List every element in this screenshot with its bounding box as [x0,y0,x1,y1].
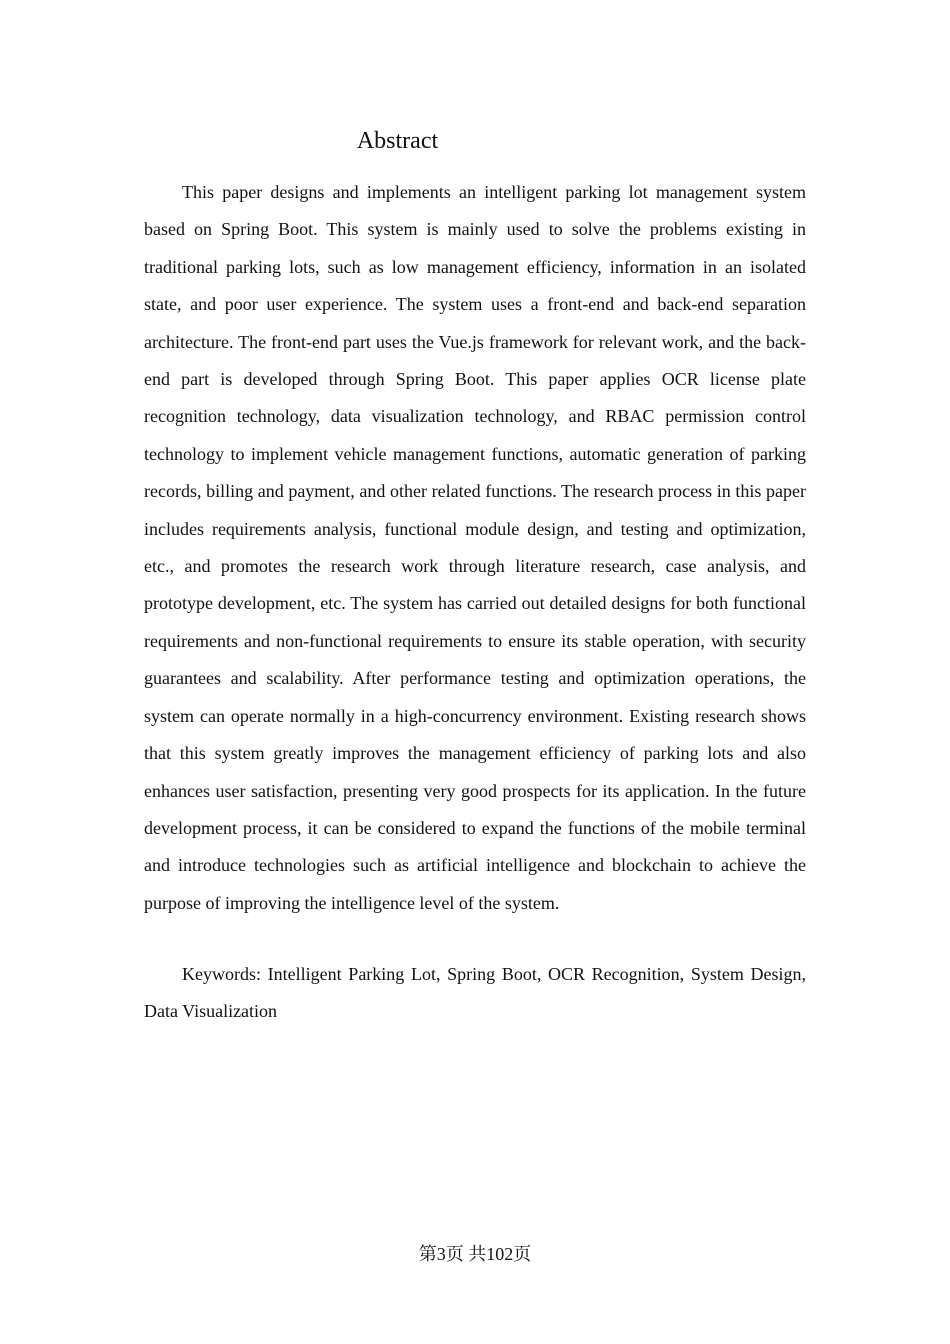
page-title: Abstract [356,128,439,154]
page-number-footer: 第3页 共102页 [418,1244,532,1264]
abstract-body: This paper designs and implements an intelligent parking lot management system based on Spring Boot. This system is mainly used to solve the problems existing in traditional parking lots, such as low management efficiency, information in an isolated state, and poor user experience. The system uses a front-end and back-end separation architecture. The front-end part uses the Vue.js framework for relevant work, and the back-end part is developed through Spring Boot. This paper applies OCR license plate recognition technology, data visualization technology, and RBAC permission control technology to implement vehicle management functions, automatic generation of parking records, billing and payment, and other related functions. The research process in this paper includes requirements analysis, functional module design, and testing and optimization, etc., and promotes the research work through literature research, case analysis, and prototype development, etc. The system has carried out detailed designs for both functional requirements and non-functional requirements to ensure its stable operation, with security guarantees and scalability. After performance testing and optimization operations, the system can operate normally in a high-concurrency environment. Existing research shows that this system greatly improves the management efficiency of parking lots and also enhances user satisfaction, presenting very good prospects for its application. In the future development process, it can be considered to expand the functions of the mobile terminal and introduce technologies such as artificial intelligence and blockchain to achieve the purpose of improving the intelligence level of the system. [144,182,806,913]
keywords-paragraph: Keywords: Intelligent Parking Lot, Spring Boot, OCR Recognition, System Design, Data Visualization [144,964,806,1022]
